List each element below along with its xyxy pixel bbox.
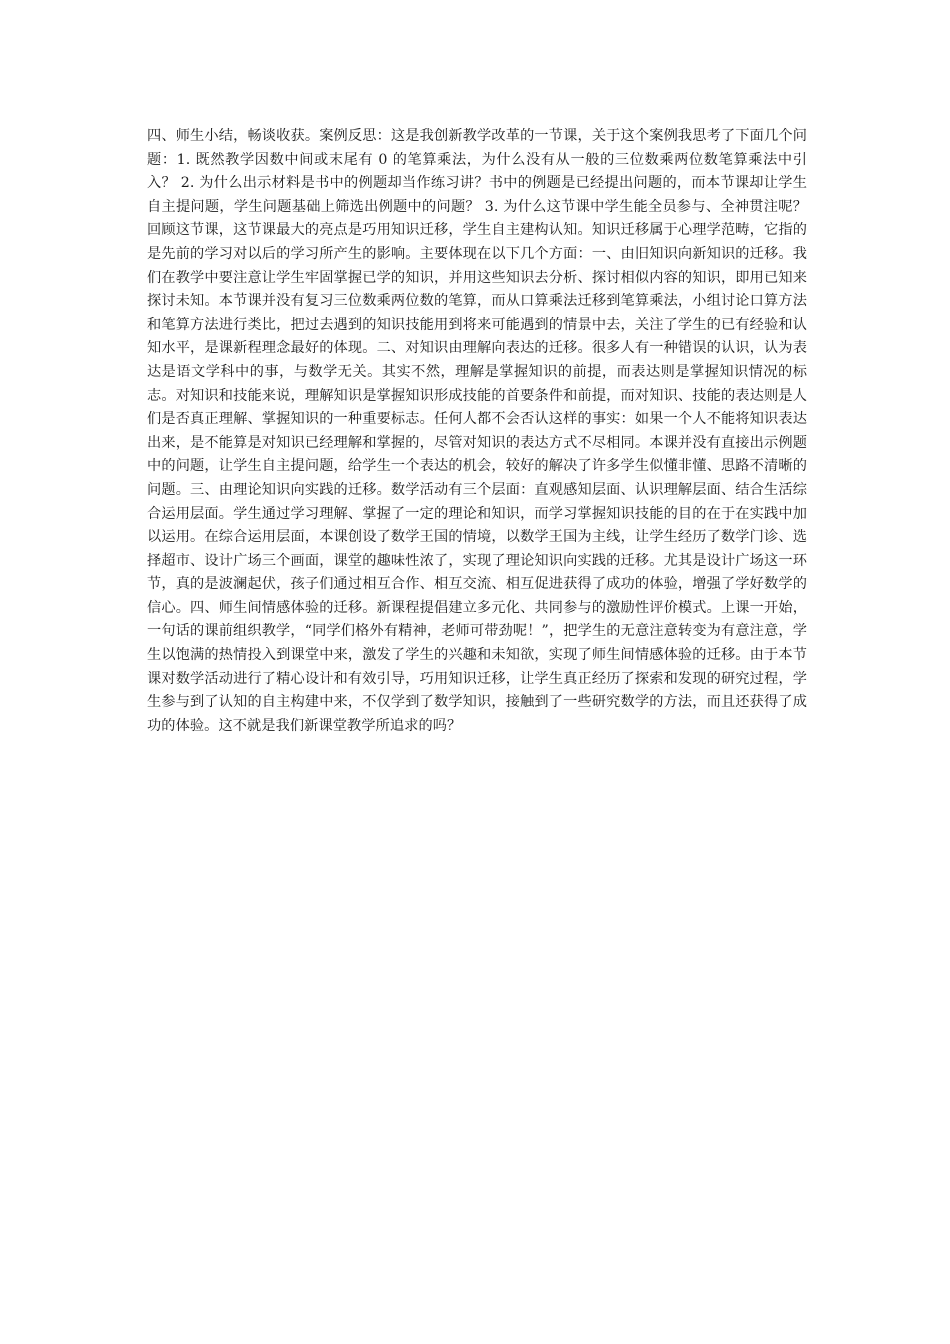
body-paragraph: 四、师生小结，畅谈收获。案例反思：这是我创新教学改革的一节课，关于这个案例我思考了下面几个问题：1. 既然教学因数中间或末尾有 0 的笔算乘法，为什么没有从一般的三位数乘两位数笔算乘法中引入？ 2. 为什么出示材料是书中的例题却当作练习讲？书中的例题是已经提出问题的，而本节课却让学生自主提问题，学生问题基础上筛选出例题中的问题？ 3. 为什么这节课中学生能全员参与、全神贯注呢？回顾这节课，这节课最大的亮点是巧用知识迁移，学生自主建构认知。知识迁移属于心理学范畴，它指的是先前的学习对以后的学习所产生的影响。主要体现在以下几个方面：一、由旧知识向新知识的迁移。我们在教学中要注意让学生牢固掌握已学的知识，并用这些知识去分析、探讨相似内容的知识，即用已知来探讨未知。本节课并没有复习三位数乘两位数的笔算，而从口算乘法迁移到笔算乘法，小组讨论口算方法和笔算方法进行类比，把过去遇到的知识技能用到将来可能遇到的情景中去，关注了学生的已有经验和认知水平，是课新程理念最好的体现。二、对知识由理解向表达的迁移。很多人有一种错误的认识，认为表达是语文学科中的事，与数学无关。其实不然，理解是掌握知识的前提，而表达则是掌握知识情况的标志。对知识和技能来说，理解知识是掌握知识形成技能的首要条件和前提，而对知识、技能的表达则是人们是否真正理解、掌握知识的一种重要标志。任何人都不会否认这样的事实：如果一个人不能将知识表达出来，是不能算是对知识已经理解和掌握的，尽管对知识的表达方式不尽相同。本课并没有直接出示例题中的问题，让学生自主提问题，给学生一个表达的机会，较好的解决了许多学生似懂非懂、思路不清晰的问题。三、由理论知识向实践的迁移。数学活动有三个层面：直观感知层面、认识理解层面、结合生活综合运用层面。学生通过学习理解、掌握了一定的理论和知识，而学习掌握知识技能的目的在于在实践中加以运用。在综合运用层面，本课创设了数学王国的情境，以数学王国为主线，让学生经历了数学门诊、选择超市、设计广场三个画面，课堂的趣味性浓了，实现了理论知识向实践的迁移。尤其是设计广场这一环节，真的是波澜起伏，孩子们通过相互合作、相互交流、相互促进获得了成功的体验，增强了学好数学的信心。四、师生间情感体验的迁移。新课程提倡建立多元化、共同参与的激励性评价模式。上课一开始，一句话的课前组织教学，“同学们格外有精神，老师可带劲呢！”，把学生的无意注意转变为有意注意，学生以饱满的热情投入到课堂中来，激发了学生的兴趣和未知欲，实现了师生间情感体验的迁移。由于本节课对数学活动进行了精心设计和有效引导，巧用知识迁移，让学生真正经历了探索和发现的研究过程，学生参与到了认知的自主构建中来，不仅学到了数学知识，接触到了一些研究数学的方法，而且还获得了成功的体验。这不就是我们新课堂教学所追求的吗？ xyxy=(147,128,807,734)
